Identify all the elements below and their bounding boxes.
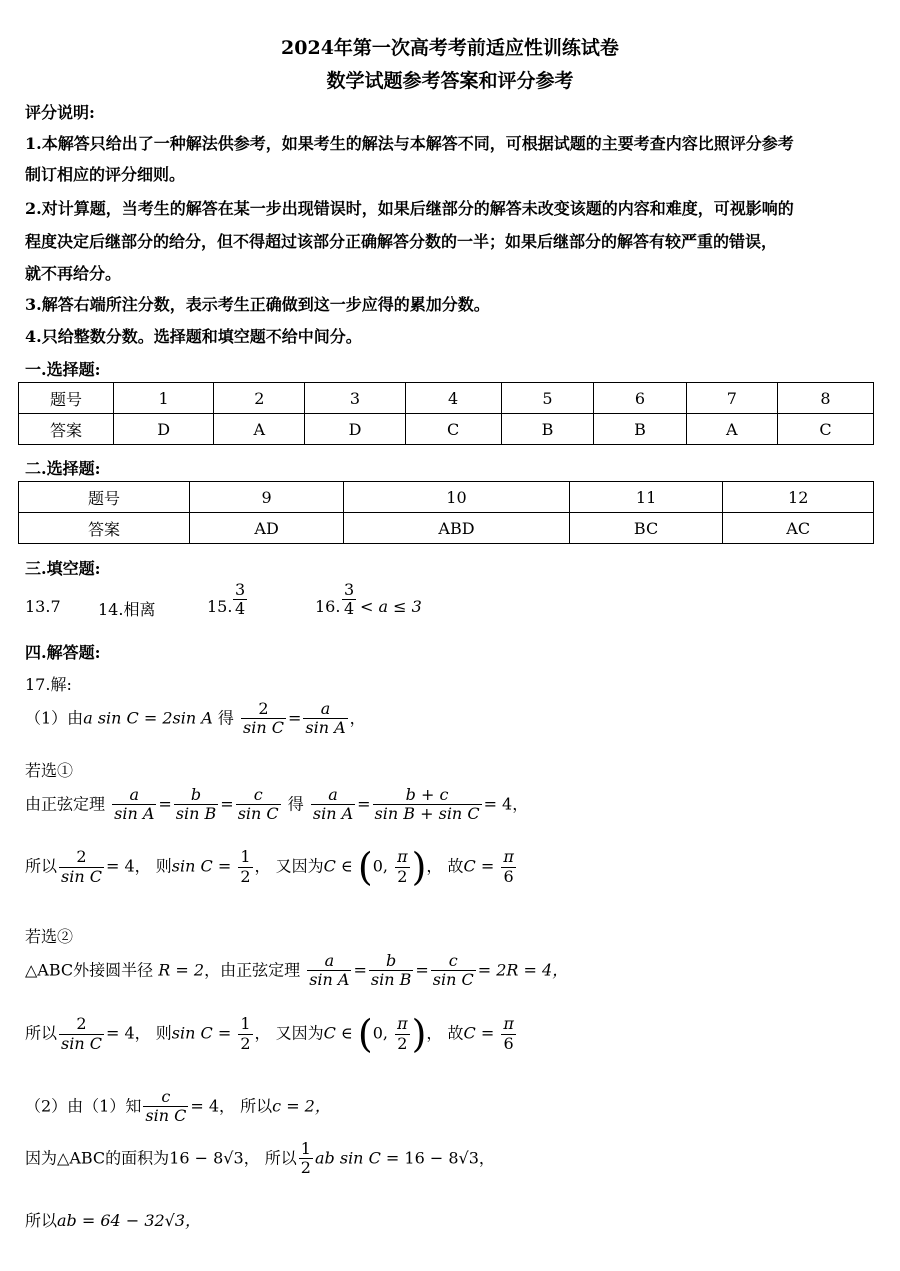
table-row <box>19 482 874 513</box>
question-number: 7 <box>686 383 777 414</box>
answer-cell: A <box>686 414 777 445</box>
question-number: 9 <box>190 482 344 513</box>
row-label: 答案 <box>19 414 114 445</box>
section1-answer-table <box>18 382 874 445</box>
fraction: $\frac{a}{\text{sin A}}$ <box>305 699 346 738</box>
answer-14: 14.相离 <box>98 600 156 619</box>
answer-16-inequality: < a ≤ 3 <box>360 597 422 616</box>
answer-cell: C <box>405 414 501 445</box>
grading-notes-heading: 评分说明: <box>25 103 95 122</box>
grading-note-2c: 就不再给分。 <box>25 264 122 283</box>
question-number: 2 <box>214 383 305 414</box>
answer-cell: B <box>594 414 687 445</box>
table-row <box>19 414 874 445</box>
choice-2-label: 若选② <box>25 927 74 946</box>
answer-cell: AC <box>723 513 874 544</box>
question-number: 10 <box>344 482 570 513</box>
result-line-2: 所以 $\frac{2}{\text{sin C}}$ = 4， 则sin C = $\frac{1}{2}$ ， 又因为C ∈ (0, $\frac{\pi}{2}$ )， 故C = $\frac{\pi}{6}$ <box>25 1012 514 1056</box>
ab-line: 所以ab = 64 − 32√3， <box>25 1211 202 1230</box>
question-number: 3 <box>305 383 405 414</box>
table-row <box>19 383 874 414</box>
grading-note-1a: 1.本解答只给出了一种解法供参考，如果考生的解法与本解答不同，可根据试题的主要考查内容比照评分参考 <box>25 134 794 153</box>
q17-label: 17.解: <box>25 675 72 694</box>
grading-note-3: 3.解答右端所注分数，表示考生正确做到这一步应得的累加分数。 <box>25 295 490 314</box>
page-title: 2024年第一次高考考前适应性训练试卷 <box>281 37 619 59</box>
answer-cell: B <box>501 414 594 445</box>
section1-heading: 一.选择题: <box>25 360 101 379</box>
part2-line: （2）由（1）知 $\frac{c}{\text{sin C}}$ = 4， 所以c = 2， <box>25 1087 331 1126</box>
question-number: 11 <box>569 482 723 513</box>
choice-1-label: 若选① <box>25 761 74 780</box>
grading-note-4: 4.只给整数分数。选择题和填空题不给中间分。 <box>25 327 362 346</box>
section2-answer-table <box>18 481 874 544</box>
sine-law-line-2: △ABC外接圆半径 R = 2，由正弦定理 $\frac{a}{\text{sin A}}$ = $\frac{b}{\text{sin B}}$ = $\frac{c}{\text{sin C}}$ = 2R = 4， <box>25 951 569 990</box>
page-subtitle: 数学试题参考答案和评分参考 <box>326 70 574 92</box>
grading-note-2b: 程度决定后继部分的给分，但不得超过该部分正确解答分数的一半；如果后继部分的解答有较严重的错误， <box>25 232 778 251</box>
question-number: 12 <box>723 482 874 513</box>
answer-cell: C <box>777 414 873 445</box>
question-number: 6 <box>594 383 687 414</box>
question-number: 8 <box>777 383 873 414</box>
question-number: 5 <box>501 383 594 414</box>
answer-cell: AD <box>190 513 344 544</box>
part1-line: （1）由a sin C = 2sin A 得 $\frac{2}{\text{sin C}}$ = $\frac{a}{\text{sin A}}$ ， <box>25 699 366 738</box>
answer-cell: A <box>214 414 305 445</box>
answer-15-label: 15. <box>207 597 233 616</box>
answer-cell: D <box>305 414 405 445</box>
result-line-1: 所以 $\frac{2}{\text{sin C}}$ = 4， 则sin C = $\frac{1}{2}$ ， 又因为C ∈ (0, $\frac{\pi}{2}$ )， 故C = $\frac{\pi}{6}$ <box>25 845 514 889</box>
row-label: 题号 <box>19 383 114 414</box>
answer-16-fraction: $\frac{3}{4}$ <box>344 580 355 619</box>
sine-law-line-1: 由正弦定理 $\frac{a}{\text{sin A}}$ = $\frac{b}{\text{sin B}}$ = $\frac{c}{\text{sin C}}$ 得 $\frac{a}{\text{sin A}}$ = $\frac{b + c}{\text{sin B + sin C}}$ = 4， <box>25 785 529 824</box>
table-row <box>19 513 874 544</box>
answer-16-label: 16. <box>315 597 341 616</box>
section4-heading: 四.解答题: <box>25 643 101 662</box>
grading-note-2a: 2.对计算题，当考生的解答在某一步出现错误时，如果后继部分的解答未改变该题的内容和难度，可视影响的 <box>25 199 794 218</box>
answer-cell: ABD <box>344 513 570 544</box>
row-label: 题号 <box>19 482 190 513</box>
answer-cell: BC <box>569 513 723 544</box>
section2-heading: 二.选择题: <box>25 459 101 478</box>
question-number: 4 <box>405 383 501 414</box>
answer-13: 13.7 <box>25 597 61 616</box>
row-label: 答案 <box>19 513 190 544</box>
grading-note-1b: 制订相应的评分细则。 <box>25 165 186 184</box>
area-line: 因为△ABC的面积为16 − 8√3， 所以 $\frac{1}{2}$ ab sin C = 16 − 8√3， <box>25 1139 495 1178</box>
answer-15-fraction: $\frac{3}{4}$ <box>235 580 246 619</box>
fraction: $\frac{2}{\text{sin C}}$ <box>243 699 284 738</box>
answer-cell: D <box>114 414 214 445</box>
question-number: 1 <box>114 383 214 414</box>
section3-heading: 三.填空题: <box>25 559 101 578</box>
